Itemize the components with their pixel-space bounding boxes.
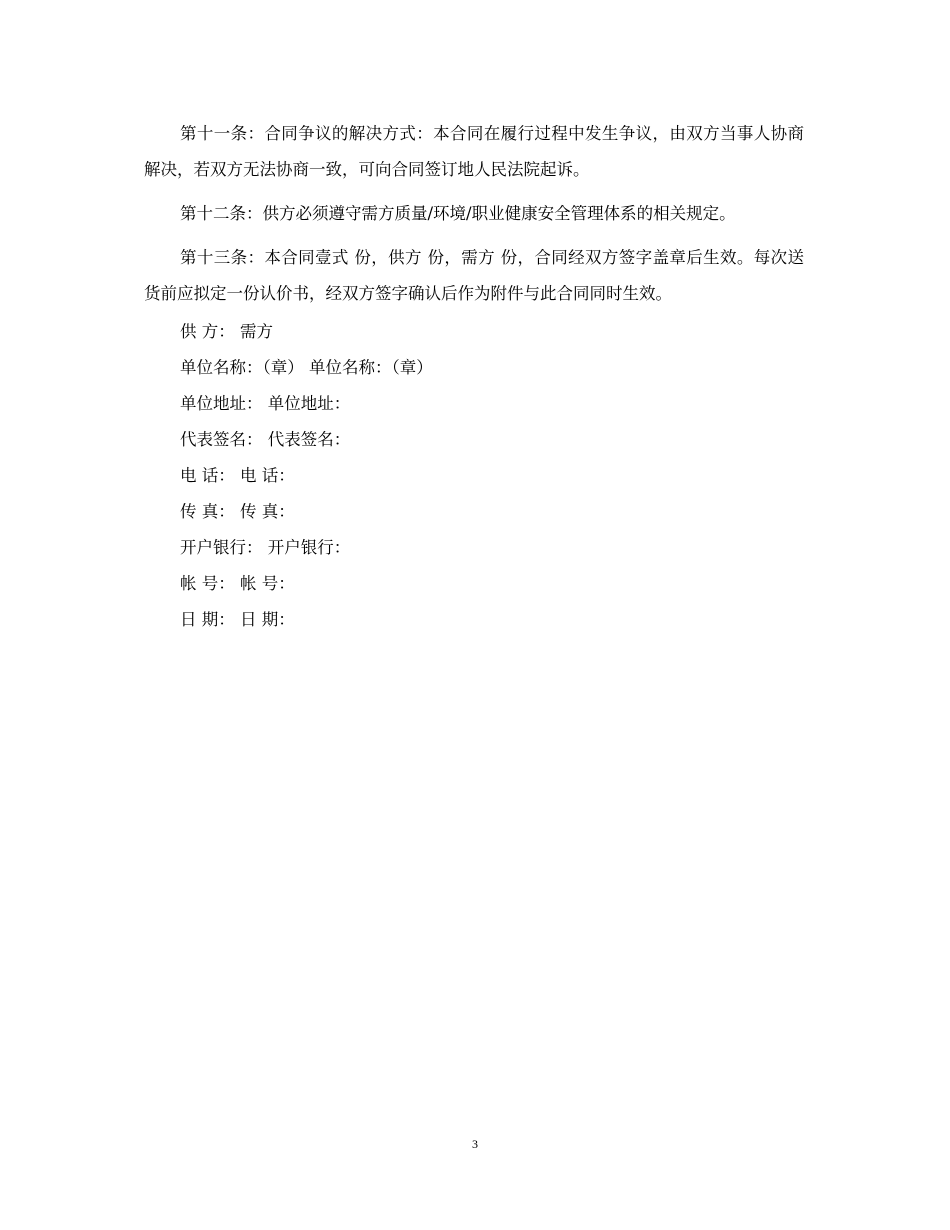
signature-line-parties: 供 方： 需方 bbox=[180, 322, 273, 341]
signature-line-unit-address: 单位地址： 单位地址： bbox=[180, 394, 351, 413]
page-number: 3 bbox=[472, 1137, 478, 1151]
clause-11-paragraph: 第十一条：合同争议的解决方式：本合同在履行过程中发生争议，由双方当事人协商解决，若双方无法协商一致，可向合同签订地人民法院起诉。 bbox=[144, 124, 804, 179]
signature-line-fax: 传 真： 传 真： bbox=[180, 502, 295, 521]
signature-line-account: 帐 号： 帐 号： bbox=[180, 574, 295, 593]
signature-line-bank: 开户银行： 开户银行： bbox=[180, 538, 351, 557]
document-body bbox=[144, 116, 804, 638]
signature-line-representative: 代表签名： 代表签名： bbox=[180, 430, 351, 449]
clause-13-paragraph: 第十三条：本合同壹式 份，供方 份，需方 份，合同经双方签字盖章后生效。每次送货前应拟定一份认价书，经双方签字确认后作为附件与此合同同时生效。 bbox=[144, 248, 804, 303]
signature-line-unit-name: 单位名称：（章） 单位名称：（章） bbox=[180, 358, 433, 377]
clause-12-paragraph: 第十二条：供方必须遵守需方质量/环境/职业健康安全管理体系的相关规定。 bbox=[180, 204, 736, 223]
signature-line-date: 日 期： 日 期： bbox=[180, 610, 295, 629]
signature-line-phone: 电 话： 电 话： bbox=[180, 466, 295, 485]
signature-block bbox=[144, 314, 804, 638]
